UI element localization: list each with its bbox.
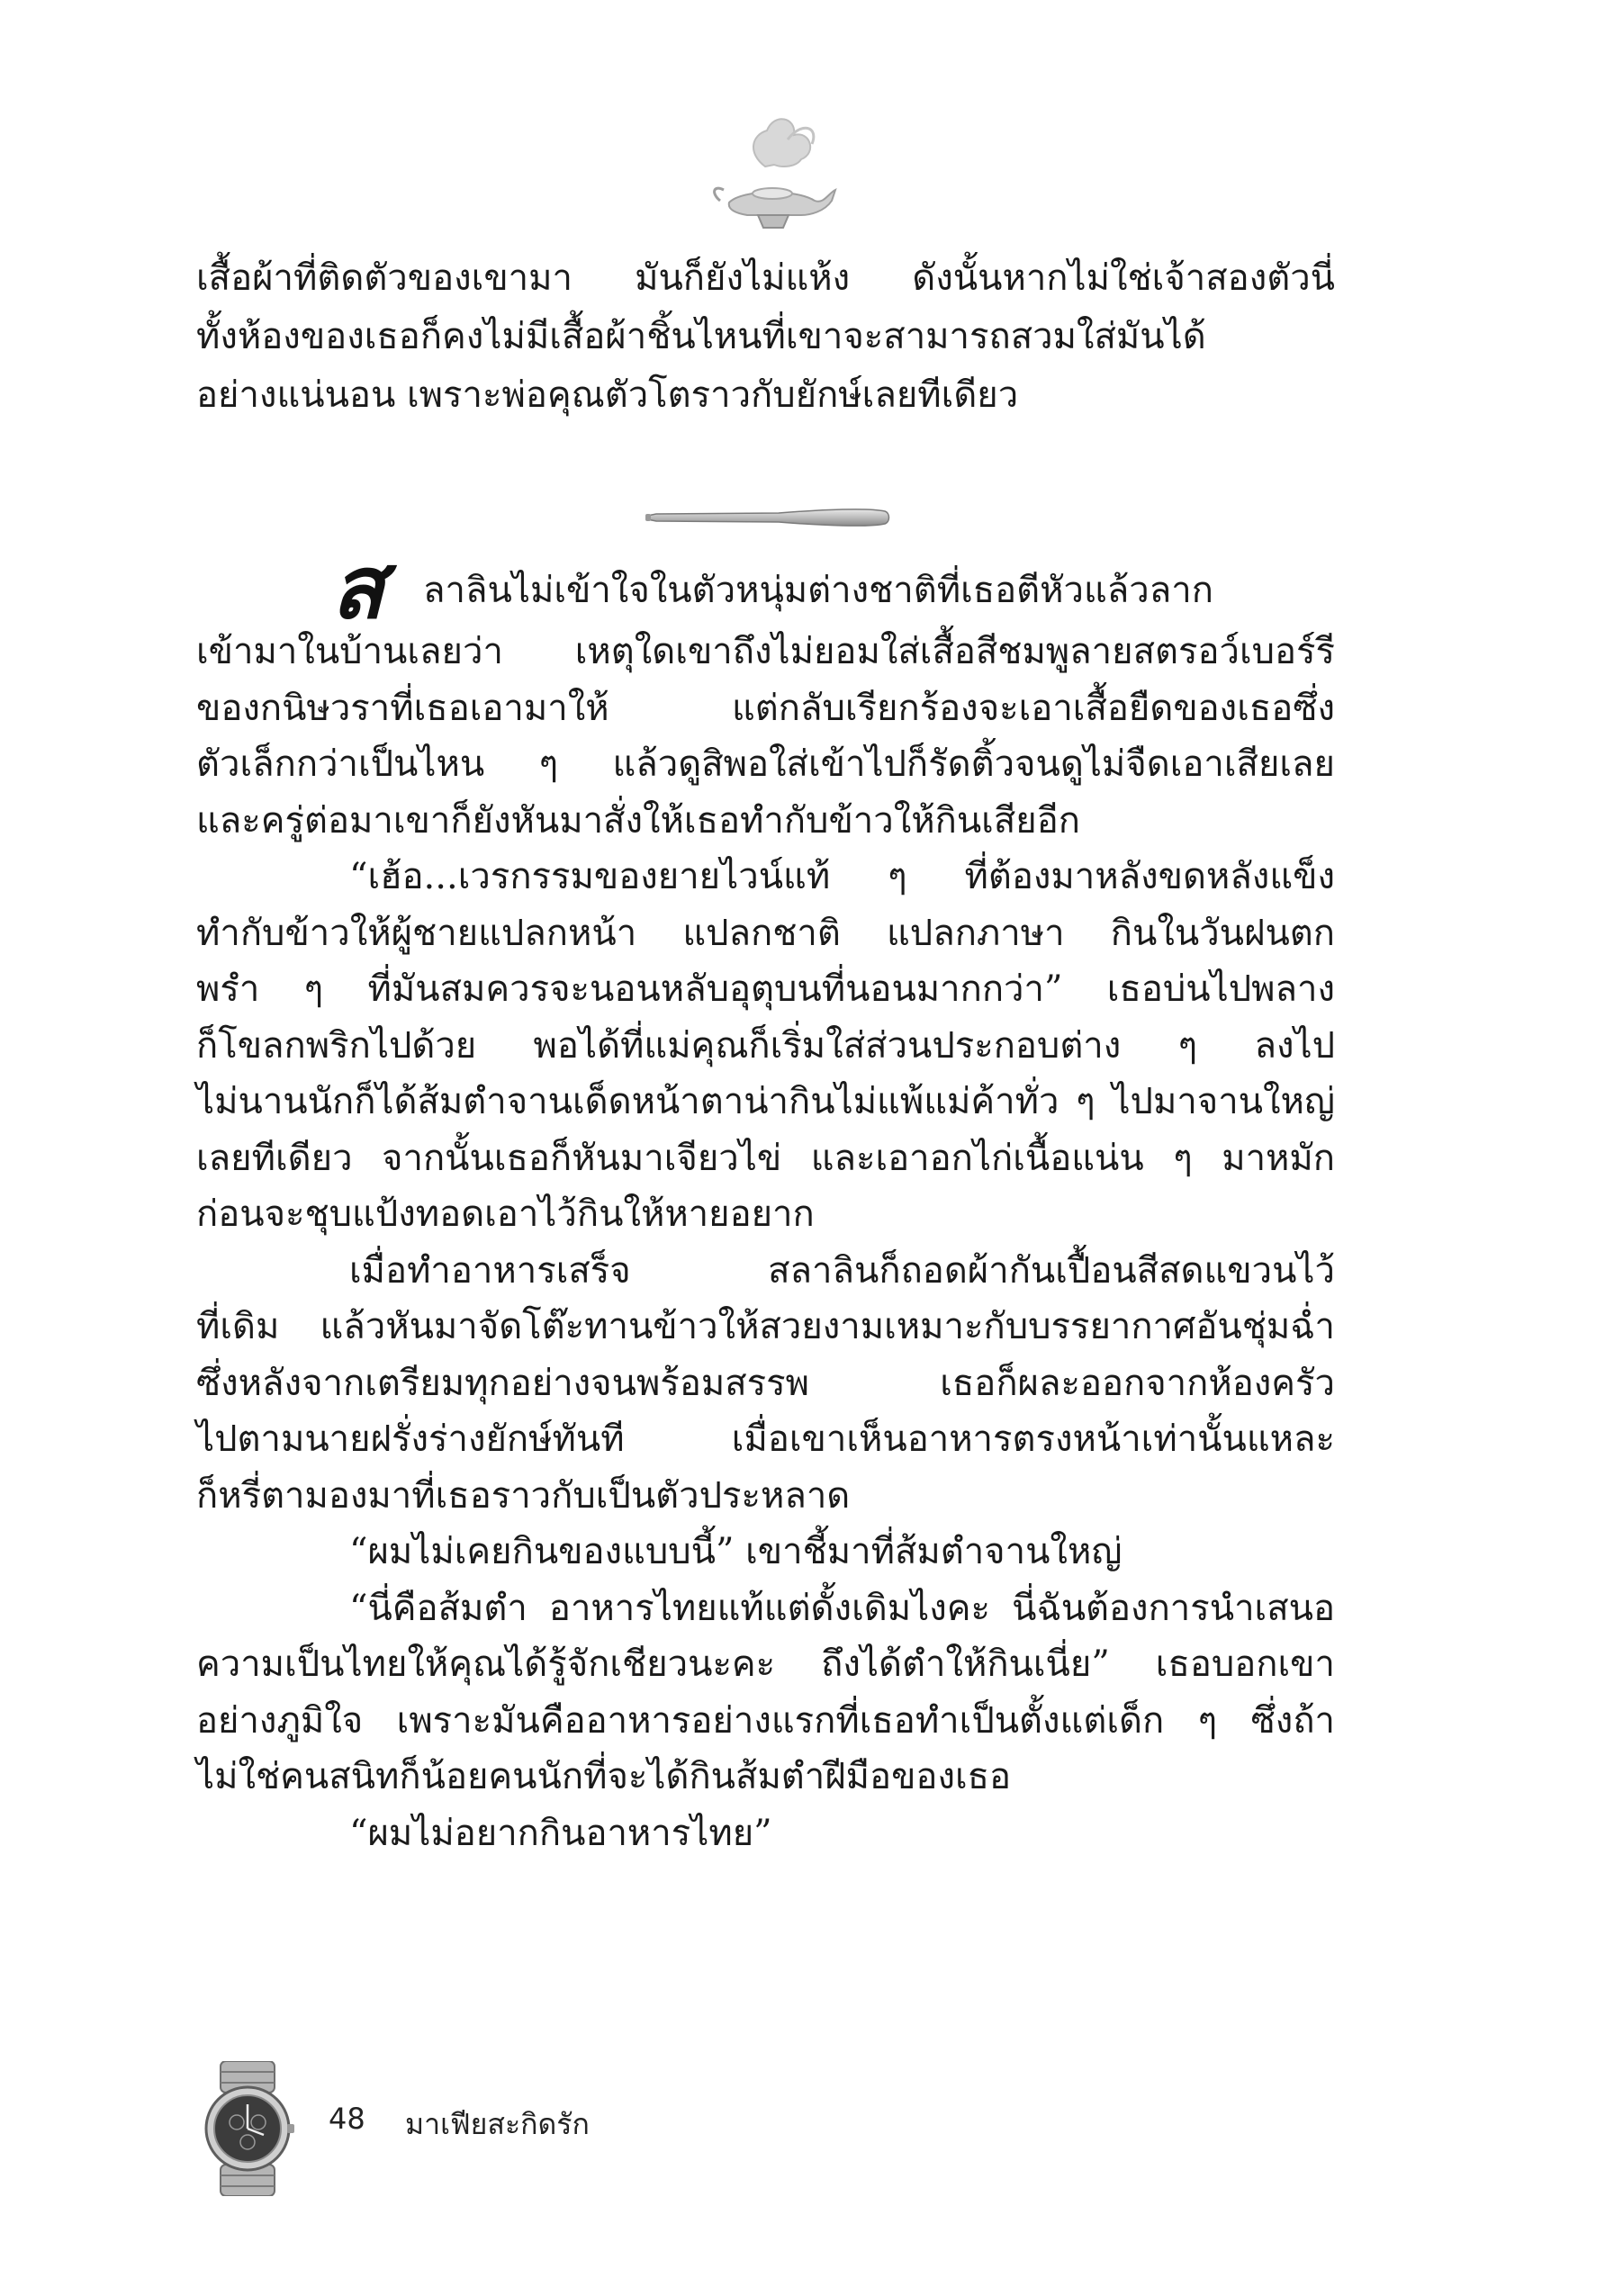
- text-line: ไปตามนายฝรั่งร่างยักษ์ทันที เมื่อเขาเห็นอาหารตรงหน้าเท่านั้นแหละ: [196, 1418, 1335, 1460]
- text-line: “ผมไม่เคยกินของแบบนี้” เขาชี้มาที่ส้มตำจานใหญ่: [349, 1531, 1123, 1572]
- text-line: ลาลินไม่เข้าใจในตัวหนุ่มต่างชาติที่เธอตีหัวแล้วลาก: [423, 570, 1213, 611]
- paragraph-continuation: [196, 249, 1335, 425]
- genie-lamp-icon: [711, 104, 837, 239]
- section-lines: [196, 624, 1335, 1861]
- drop-cap-line: [196, 536, 1335, 638]
- text-line: ความเป็นไทยให้คุณได้รู้จักเชียวนะคะ ถึงได้ตำให้กินเนี่ย” เธอบอกเขา: [196, 1643, 1335, 1685]
- page-footer: [194, 2061, 734, 2196]
- section-body: [196, 536, 1335, 1861]
- text-line: “ผมไม่อยากกินอาหารไทย”: [349, 1812, 772, 1854]
- text-line: ก็โขลกพริกไปด้วย พอได้ที่แม่คุณก็เริ่มใส่ส่วนประกอบต่าง ๆ ลงไป: [196, 1024, 1335, 1067]
- page-number: 48: [329, 2102, 365, 2136]
- text-line: ทั้งห้องของเธอก็คงไม่มีเสื้อผ้าชิ้นไหนที่เขาจะสามารถสวมใส่มันได้: [196, 316, 1206, 357]
- text-line: อย่างแน่นอน เพราะพ่อคุณตัวโตราวกับยักษ์เลยทีเดียว: [196, 374, 1019, 416]
- text-line: ทำกับข้าวให้ผู้ชายแปลกหน้า แปลกชาติ แปลกภาษา กินในวันฝนตก: [196, 912, 1335, 954]
- text-line: เมื่อทำอาหารเสร็จ สลาลินก็ถอดผ้ากันเปื้อนสีสดแขวนไว้: [349, 1249, 1335, 1292]
- text-line: เข้ามาในบ้านเลยว่า เหตุใดเขาถึงไม่ยอมใส่เสื้อสีชมพูลายสตรอว์เบอร์รี: [196, 631, 1335, 672]
- baseball-bat-icon: [644, 504, 891, 531]
- text-line: “เฮ้อ...เวรกรรมของยายไวน์แท้ ๆ ที่ต้องมาหลังขดหลังแข็ง: [349, 856, 1335, 897]
- text-line: พรำ ๆ ที่มันสมควรจะนอนหลับอุตุบนที่นอนมากกว่า” เธอบ่นไปพลาง: [196, 968, 1335, 1010]
- text-line: ก็หรี่ตามองมาที่เธอราวกับเป็นตัวประหลาด: [196, 1474, 851, 1517]
- text-line: ไม่นานนักก็ได้ส้มตำจานเด็ดหน้าตาน่ากินไม่แพ้แม่ค้าทั่ว ๆ ไปมาจานใหญ่: [196, 1081, 1335, 1122]
- book-title: มาเฟียสะกิดรัก: [405, 2107, 590, 2141]
- text-line: เสื้อผ้าที่ติดตัวของเขามา มันก็ยังไม่แห้ง ดังนั้นหากไม่ใช่เจ้าสองตัวนี่: [196, 257, 1335, 299]
- text-line: ซึ่งหลังจากเตรียมทุกอย่างจนพร้อมสรรพ เธอก็ผละออกจากห้องครัว: [196, 1362, 1335, 1404]
- drop-cap: ส: [331, 536, 384, 638]
- text-line: และครู่ต่อมาเขาก็ยังหันมาสั่งให้เธอทำกับข้าวให้กินเสียอีก: [196, 799, 1080, 842]
- text-line: ตัวเล็กกว่าเป็นไหน ๆ แล้วดูสิพอใส่เข้าไปก็รัดติ้วจนดูไม่จืดเอาเสียเลย: [196, 743, 1335, 785]
- text-line: เลยทีเดียว จากนั้นเธอก็หันมาเจียวไข่ และเอาอกไก่เนื้อแน่น ๆ มาหมัก: [196, 1137, 1335, 1179]
- wristwatch-icon: [194, 2061, 302, 2196]
- text-line: ไม่ใช่คนสนิทก็น้อยคนนักที่จะได้กินส้มตำฝีมือของเธอ: [196, 1756, 1012, 1797]
- text-line: “นี่คือส้มตำ อาหารไทยแท้แต่ดั้งเดิมไงคะ นี่ฉันต้องการนำเสนอ: [349, 1587, 1335, 1629]
- text-line: ของกนิษวราที่เธอเอามาให้ แต่กลับเรียกร้องจะเอาเสื้อยืดของเธอซึ่ง: [196, 687, 1335, 729]
- text-line: ที่เดิม แล้วหันมาจัดโต๊ะทานข้าวให้สวยงามเหมาะกับบรรยากาศอันชุ่มฉ่ำ: [196, 1306, 1335, 1347]
- text-line: ก่อนจะชุบแป้งทอดเอาไว้กินให้หายอยาก: [196, 1193, 815, 1235]
- text-line: อย่างภูมิใจ เพราะมันคืออาหารอย่างแรกที่เธอทำเป็นตั้งแต่เด็ก ๆ ซึ่งถ้า: [196, 1699, 1335, 1742]
